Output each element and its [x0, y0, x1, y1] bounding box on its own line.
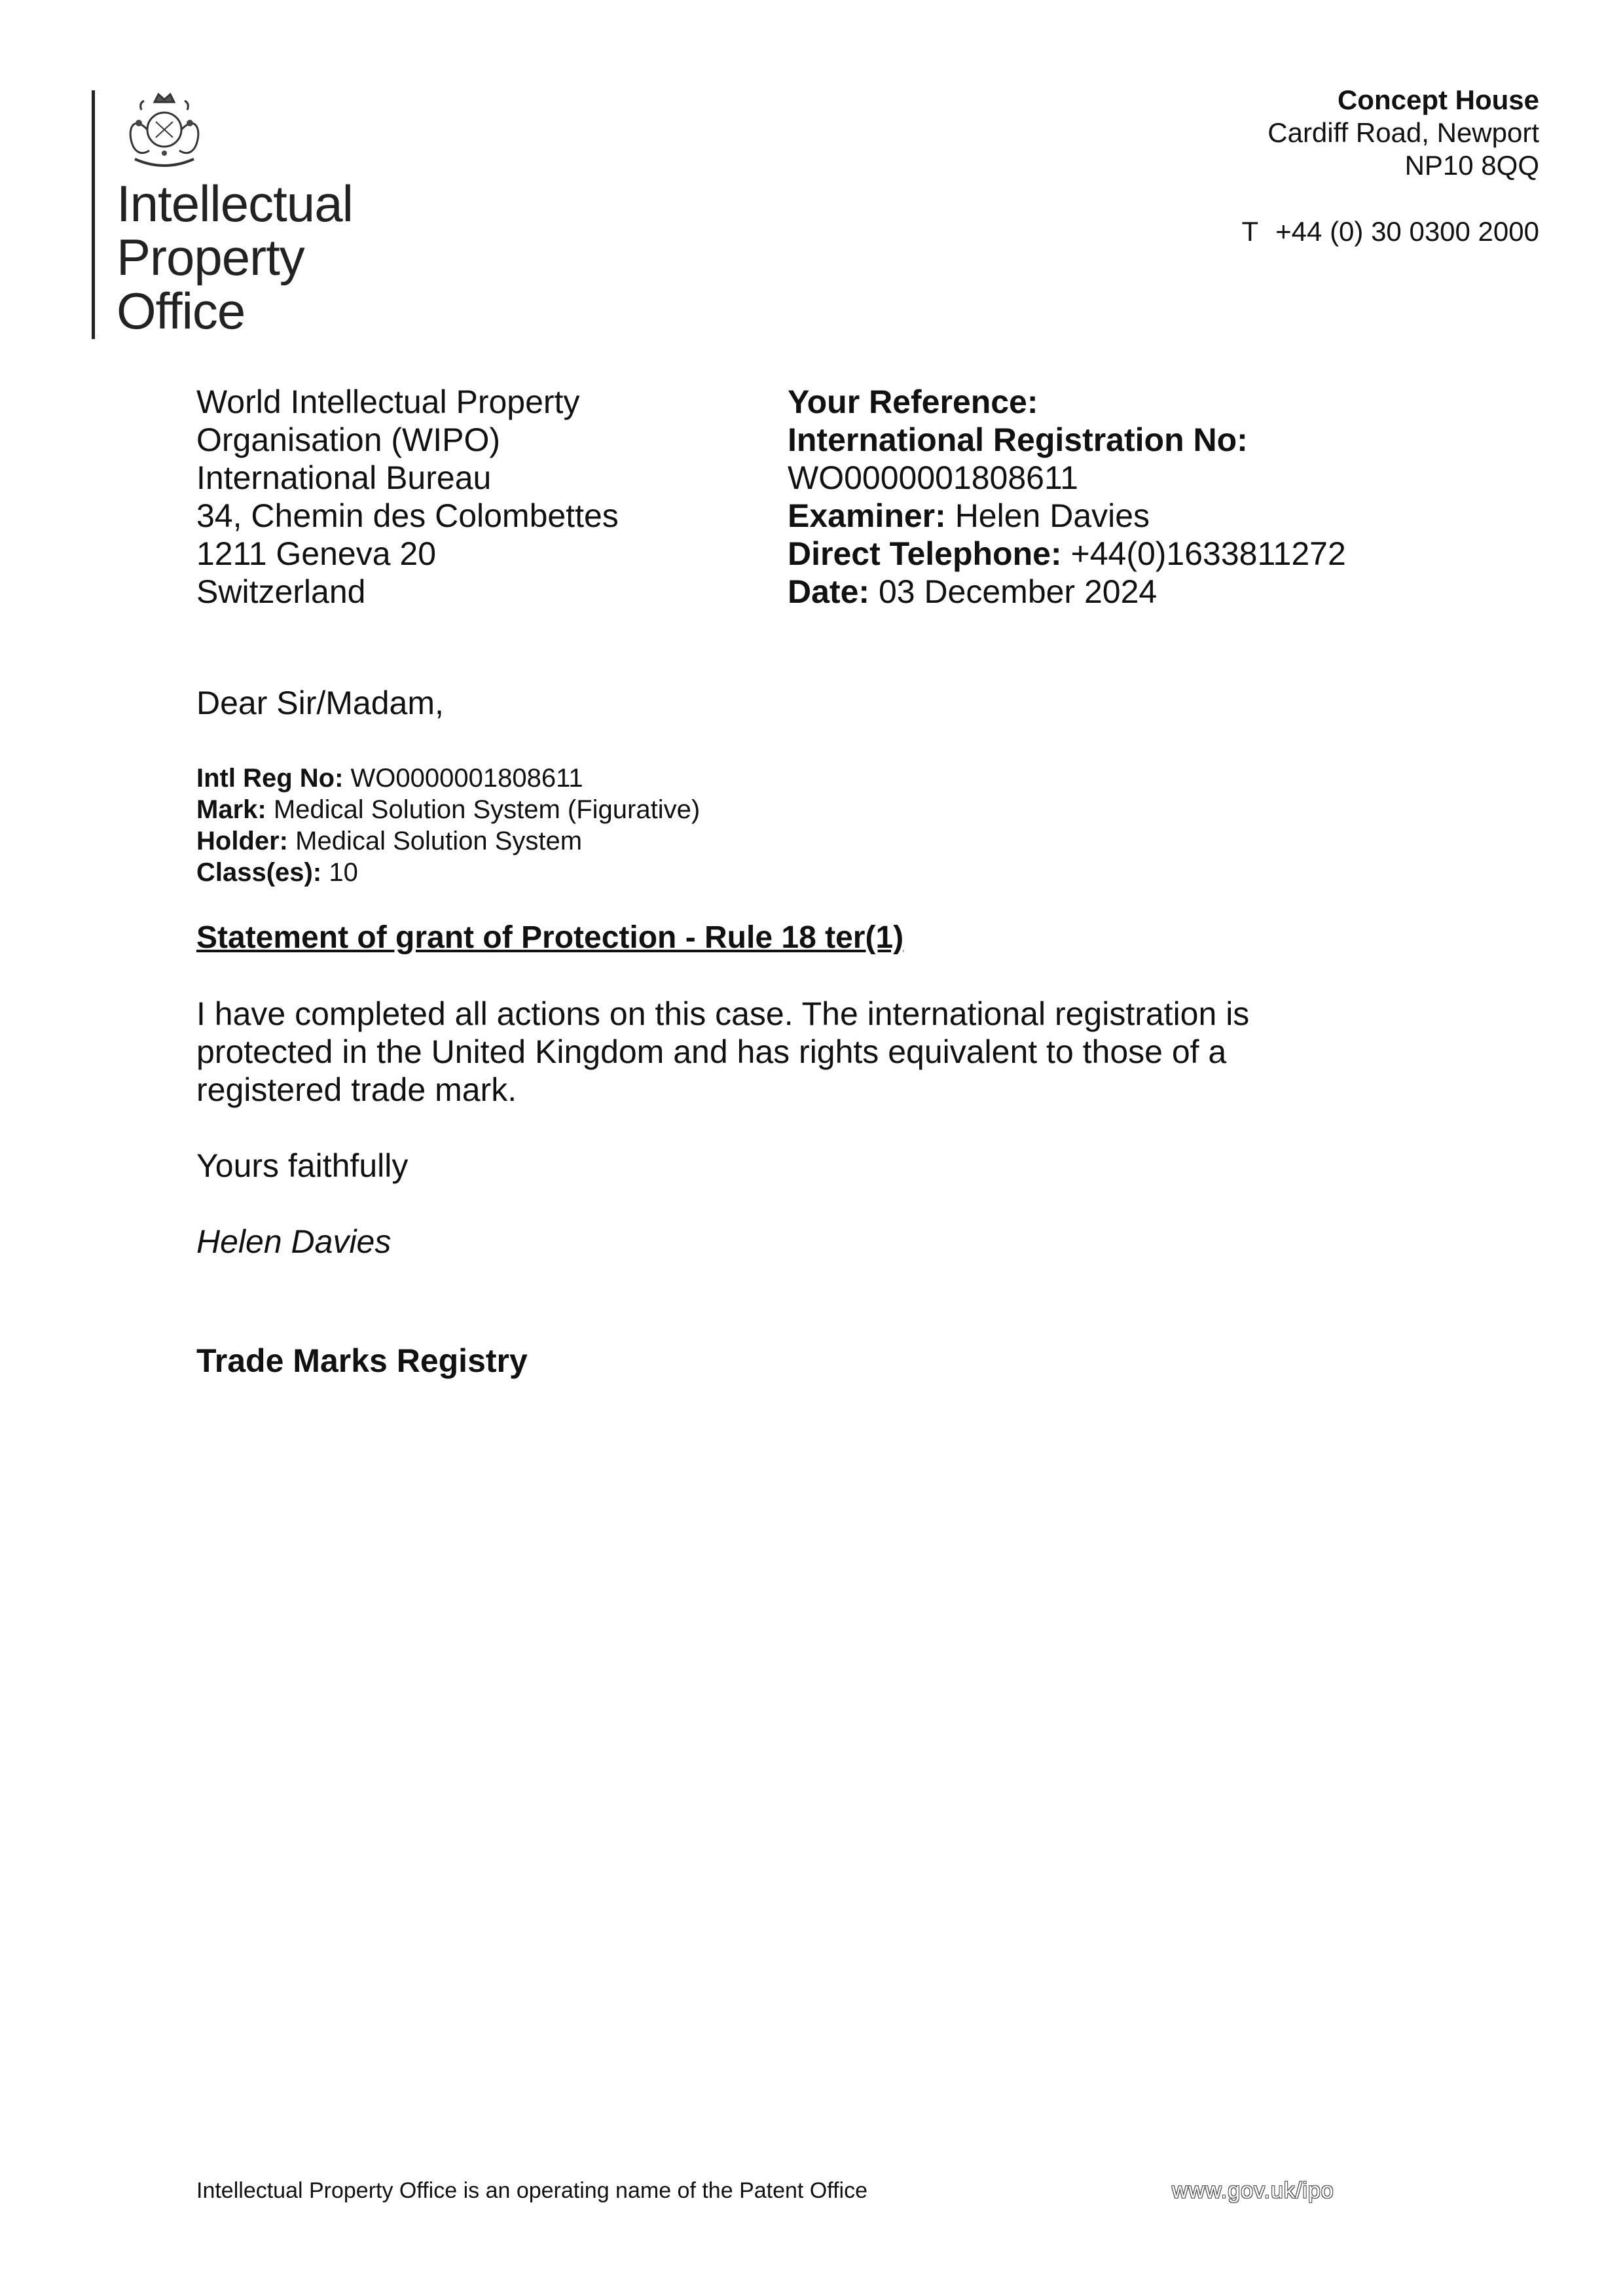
detail-value: Medical Solution System [295, 827, 583, 855]
telephone-label: Direct Telephone: [788, 535, 1062, 572]
detail-label: Holder: [196, 827, 288, 855]
detail-classes [196, 857, 700, 888]
office-name: Concept House [1337, 84, 1539, 115]
office-address [1267, 84, 1539, 182]
body-line: protected in the United Kingdom and has rights equivalent to those of a [196, 1033, 1227, 1070]
detail-intl-reg [196, 762, 700, 794]
royal-crest-icon [115, 90, 213, 175]
recipient-address [196, 383, 619, 611]
detail-label: Mark: [196, 795, 266, 824]
logo-line-2: Property [117, 228, 304, 286]
detail-label: Class(es): [196, 858, 322, 887]
footer-url[interactable]: www.gov.uk/ipo [1172, 2178, 1334, 2203]
office-street: Cardiff Road, Newport [1267, 117, 1539, 148]
detail-value: Medical Solution System (Figurative) [273, 795, 701, 824]
statement-heading: Statement of grant of Protection - Rule 18 ter(1) [196, 920, 904, 955]
reference-block [788, 383, 1346, 611]
body-line: I have completed all actions on this case. The international registration is [196, 996, 1250, 1032]
recipient-line: Switzerland [196, 573, 366, 610]
intl-registration-label: International Registration No: [788, 422, 1248, 458]
logo-line-3: Office [117, 282, 246, 340]
office-postcode: NP10 8QQ [1404, 150, 1539, 181]
examiner-value: Helen Davies [955, 497, 1150, 534]
intl-registration-value: WO0000001808611 [788, 459, 1078, 496]
detail-holder [196, 825, 700, 857]
registration-details [196, 762, 700, 888]
date-row [788, 573, 1346, 611]
department-name: Trade Marks Registry [196, 1342, 528, 1379]
telephone-value: +44(0)1633811272 [1070, 535, 1346, 572]
recipient-line: World Intellectual Property [196, 384, 580, 420]
detail-value: 10 [329, 858, 358, 887]
salutation: Dear Sir/Madam, [196, 685, 444, 721]
examiner-row [788, 497, 1346, 535]
footer-note: Intellectual Property Office is an operating name of the Patent Office [196, 2178, 867, 2203]
your-reference-label: Your Reference: [788, 384, 1038, 420]
examiner-label: Examiner: [788, 497, 946, 534]
logo-wordmark [117, 177, 353, 338]
letter-body [196, 995, 1342, 1109]
signature: Helen Davies [196, 1223, 392, 1260]
logo-divider [92, 90, 95, 339]
recipient-line: 34, Chemin des Colombettes [196, 497, 619, 534]
recipient-line: 1211 Geneva 20 [196, 535, 437, 572]
date-value: 03 December 2024 [878, 573, 1158, 610]
detail-mark [196, 794, 700, 825]
recipient-line: International Bureau [196, 459, 492, 496]
body-line: registered trade mark. [196, 1071, 517, 1108]
logo-line-1: Intellectual [117, 175, 353, 232]
phone-label: T [1241, 216, 1259, 247]
detail-label: Intl Reg No: [196, 764, 344, 793]
phone-number: +44 (0) 30 0300 2000 [1275, 216, 1539, 247]
detail-value: WO0000001808611 [350, 764, 583, 793]
date-label: Date: [788, 573, 870, 610]
office-phone [1242, 216, 1540, 247]
telephone-row [788, 535, 1346, 573]
closing: Yours faithfully [196, 1147, 409, 1184]
recipient-line: Organisation (WIPO) [196, 422, 501, 458]
